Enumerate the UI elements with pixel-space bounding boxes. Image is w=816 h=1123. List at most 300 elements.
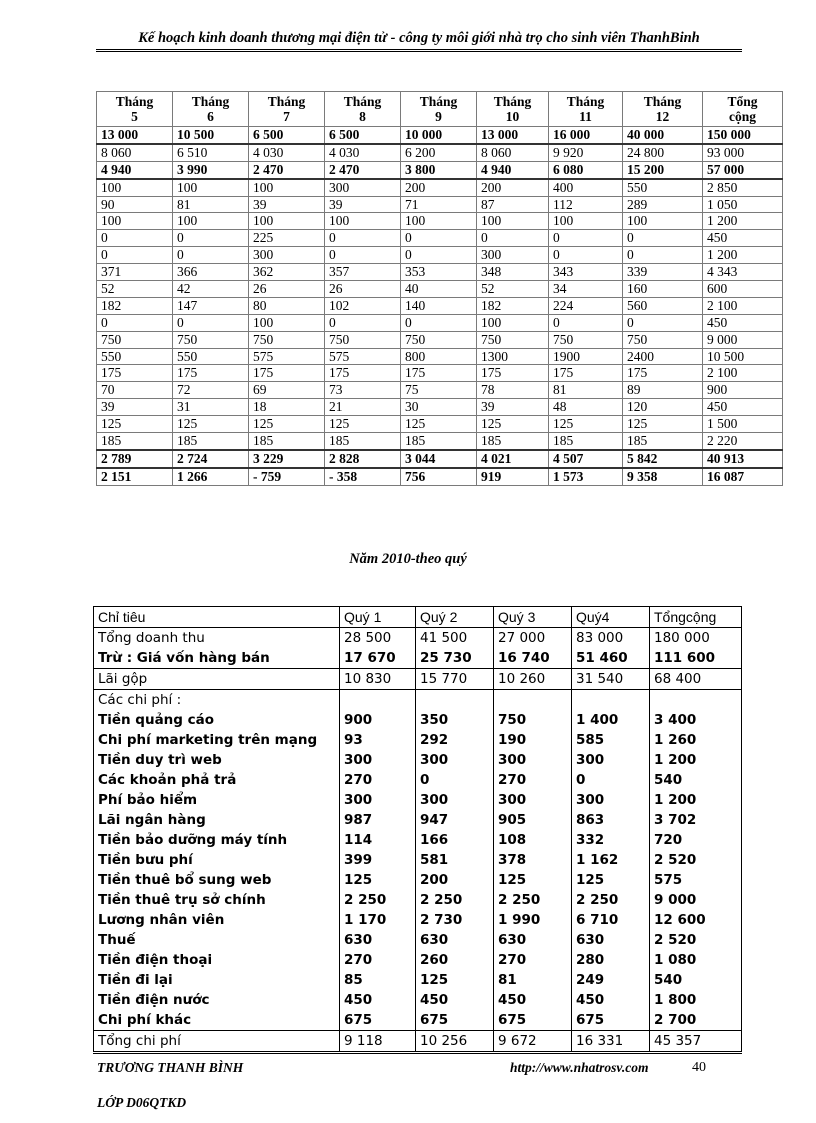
quarterly-row — [94, 950, 742, 970]
monthly-cell: 13 000 — [97, 127, 173, 144]
monthly-cell: 6 510 — [173, 144, 249, 161]
footer-url[interactable]: http://www.nhatrosv.com — [510, 1060, 649, 1075]
monthly-cell: 26 — [249, 281, 325, 298]
quarterly-row — [94, 648, 742, 669]
monthly-cell: 750 — [549, 331, 623, 348]
monthly-cell: 185 — [477, 433, 549, 450]
quarterly-value-cell: 1 200 — [650, 750, 742, 770]
monthly-cell: 125 — [325, 416, 401, 433]
monthly-cell: 140 — [401, 297, 477, 314]
monthly-header-cell — [97, 92, 173, 127]
monthly-cell: 182 — [97, 297, 173, 314]
footer-author: TRƯƠNG THANH BÌNH — [97, 1060, 244, 1075]
monthly-cell: 175 — [249, 365, 325, 382]
quarterly-value-cell: 1 162 — [572, 850, 650, 870]
monthly-header-line: 11 — [579, 109, 592, 124]
monthly-cell: 224 — [549, 297, 623, 314]
monthly-cell: 185 — [97, 433, 173, 450]
monthly-cell: 39 — [477, 399, 549, 416]
quarterly-label-cell: Phí bảo hiểm — [94, 790, 340, 810]
monthly-cell: 100 — [477, 314, 549, 331]
monthly-cell: 10 000 — [401, 127, 477, 144]
monthly-cell: 0 — [97, 314, 173, 331]
monthly-cell: 800 — [401, 348, 477, 365]
monthly-cell: 100 — [97, 213, 173, 230]
quarterly-value-cell: 1 260 — [650, 730, 742, 750]
quarterly-label-cell: Các khoản phả trả — [94, 770, 340, 790]
quarterly-value-cell: 987 — [340, 810, 416, 830]
monthly-cell: 150 000 — [703, 127, 783, 144]
quarterly-header-cell: Quý 1 — [340, 607, 416, 628]
quarterly-value-cell: 270 — [340, 770, 416, 790]
monthly-header-line: 7 — [283, 109, 290, 124]
monthly-cell: 4 507 — [549, 450, 623, 468]
monthly-cell: 750 — [477, 331, 549, 348]
monthly-cell: 4 030 — [249, 144, 325, 161]
monthly-row — [97, 297, 783, 314]
monthly-cell: 0 — [477, 230, 549, 247]
monthly-cell: 1 573 — [549, 468, 623, 485]
monthly-cell: 89 — [623, 382, 703, 399]
quarterly-value-cell: 125 — [494, 870, 572, 890]
monthly-cell: 300 — [249, 247, 325, 264]
quarterly-value-cell: 125 — [572, 870, 650, 890]
monthly-row — [97, 213, 783, 230]
monthly-row — [97, 161, 783, 178]
monthly-cell: 2 100 — [703, 365, 783, 382]
monthly-row — [97, 247, 783, 264]
monthly-row — [97, 281, 783, 298]
monthly-cell: 185 — [623, 433, 703, 450]
quarterly-value-cell: 378 — [494, 850, 572, 870]
monthly-cell: 2 789 — [97, 450, 173, 468]
monthly-row — [97, 348, 783, 365]
monthly-header-cell — [623, 92, 703, 127]
monthly-row — [97, 399, 783, 416]
monthly-header-cell — [703, 92, 783, 127]
quarterly-value-cell: 180 000 — [650, 628, 742, 649]
quarterly-label-cell: Lãi gộp — [94, 669, 340, 690]
quarterly-value-cell: 51 460 — [572, 648, 650, 669]
quarterly-value-cell: 0 — [572, 770, 650, 790]
monthly-cell: 0 — [401, 230, 477, 247]
monthly-cell: 13 000 — [477, 127, 549, 144]
monthly-cell: 575 — [325, 348, 401, 365]
monthly-cell: 34 — [549, 281, 623, 298]
quarterly-value-cell: 675 — [494, 1010, 572, 1031]
monthly-row — [97, 416, 783, 433]
monthly-row — [97, 179, 783, 196]
monthly-cell: 26 — [325, 281, 401, 298]
monthly-header-line: 9 — [435, 109, 442, 124]
monthly-cell: 450 — [703, 230, 783, 247]
quarterly-value-cell: 270 — [340, 950, 416, 970]
monthly-cell: 71 — [401, 196, 477, 213]
monthly-cell: 0 — [97, 230, 173, 247]
monthly-cell: 100 — [249, 179, 325, 196]
quarterly-value-cell: 6 710 — [572, 910, 650, 930]
monthly-cell: 400 — [549, 179, 623, 196]
monthly-cell: 0 — [325, 230, 401, 247]
quarterly-value-cell: 260 — [416, 950, 494, 970]
quarterly-value-cell — [572, 690, 650, 711]
quarterly-value-cell: 2 250 — [340, 890, 416, 910]
quarterly-row — [94, 890, 742, 910]
quarterly-value-cell: 2 700 — [650, 1010, 742, 1031]
quarterly-value-cell: 399 — [340, 850, 416, 870]
monthly-cell: 18 — [249, 399, 325, 416]
quarterly-label-cell: Tiền đi lại — [94, 970, 340, 990]
quarterly-value-cell: 1 200 — [650, 790, 742, 810]
quarterly-value-cell: 125 — [340, 870, 416, 890]
quarterly-value-cell: 450 — [416, 990, 494, 1010]
quarterly-value-cell: 300 — [572, 750, 650, 770]
quarterly-value-cell: 332 — [572, 830, 650, 850]
quarterly-value-cell: 300 — [494, 750, 572, 770]
quarterly-header-cell: Quý 2 — [416, 607, 494, 628]
monthly-cell: 2 828 — [325, 450, 401, 468]
monthly-cell: 125 — [477, 416, 549, 433]
quarterly-value-cell: 292 — [416, 730, 494, 750]
monthly-cell: 42 — [173, 281, 249, 298]
monthly-cell: 175 — [623, 365, 703, 382]
quarterly-value-cell: 83 000 — [572, 628, 650, 649]
monthly-cell: 9 358 — [623, 468, 703, 485]
quarterly-value-cell: 114 — [340, 830, 416, 850]
monthly-cell: 100 — [401, 213, 477, 230]
monthly-row — [97, 144, 783, 161]
quarterly-row — [94, 710, 742, 730]
monthly-cell: 6 080 — [549, 161, 623, 178]
quarterly-value-cell: 1 170 — [340, 910, 416, 930]
quarterly-value-cell: 10 830 — [340, 669, 416, 690]
monthly-cell: 300 — [325, 179, 401, 196]
quarterly-value-cell: 300 — [416, 750, 494, 770]
quarterly-value-cell: 28 500 — [340, 628, 416, 649]
monthly-cell: 450 — [703, 399, 783, 416]
monthly-header-line: 10 — [505, 109, 520, 124]
quarterly-value-cell: 675 — [572, 1010, 650, 1031]
quarterly-label-cell: Tổng doanh thu — [94, 628, 340, 649]
page-number: 40 — [692, 1060, 706, 1075]
monthly-cell: 52 — [97, 281, 173, 298]
quarterly-value-cell: 81 — [494, 970, 572, 990]
quarterly-value-cell: 45 357 — [650, 1031, 742, 1053]
quarterly-value-cell: 10 256 — [416, 1031, 494, 1053]
quarterly-row — [94, 990, 742, 1010]
quarterly-value-cell: 863 — [572, 810, 650, 830]
monthly-cell: 40 913 — [703, 450, 783, 468]
quarterly-value-cell: 2 250 — [494, 890, 572, 910]
monthly-header-line: Tháng — [643, 94, 682, 109]
monthly-cell: 560 — [623, 297, 703, 314]
quarterly-row — [94, 750, 742, 770]
quarterly-row — [94, 930, 742, 950]
quarterly-value-cell: 2 250 — [572, 890, 650, 910]
monthly-header-line: Tháng — [493, 94, 532, 109]
monthly-cell: 750 — [325, 331, 401, 348]
quarterly-row — [94, 1010, 742, 1031]
monthly-table — [96, 91, 783, 486]
quarterly-value-cell: 1 990 — [494, 910, 572, 930]
quarterly-value-cell: 9 118 — [340, 1031, 416, 1053]
quarterly-label-cell: Tiền thuê trụ sở chính — [94, 890, 340, 910]
monthly-header-cell — [249, 92, 325, 127]
quarterly-table — [93, 606, 742, 1054]
monthly-cell: 2 470 — [325, 161, 401, 178]
monthly-cell: 200 — [401, 179, 477, 196]
monthly-cell: 6 200 — [401, 144, 477, 161]
quarterly-value-cell: 585 — [572, 730, 650, 750]
monthly-cell: 2 100 — [703, 297, 783, 314]
quarterly-value-cell: 675 — [416, 1010, 494, 1031]
monthly-cell: 3 229 — [249, 450, 325, 468]
monthly-cell: 4 030 — [325, 144, 401, 161]
quarterly-value-cell — [416, 690, 494, 711]
monthly-cell: 750 — [97, 331, 173, 348]
quarterly-value-cell: 0 — [416, 770, 494, 790]
monthly-cell: 1900 — [549, 348, 623, 365]
monthly-header-line: Tháng — [343, 94, 382, 109]
monthly-cell: 102 — [325, 297, 401, 314]
monthly-cell: 362 — [249, 264, 325, 281]
quarterly-value-cell: 450 — [572, 990, 650, 1010]
monthly-cell: 57 000 — [703, 161, 783, 178]
monthly-cell: 0 — [623, 314, 703, 331]
monthly-cell: 550 — [623, 179, 703, 196]
monthly-cell: 75 — [401, 382, 477, 399]
monthly-cell: 0 — [549, 314, 623, 331]
quarterly-value-cell: 947 — [416, 810, 494, 830]
quarterly-row — [94, 628, 742, 649]
monthly-cell: 900 — [703, 382, 783, 399]
monthly-cell: 40 — [401, 281, 477, 298]
monthly-cell: 450 — [703, 314, 783, 331]
quarterly-value-cell: 125 — [416, 970, 494, 990]
quarterly-value-cell: 540 — [650, 970, 742, 990]
monthly-cell: 182 — [477, 297, 549, 314]
monthly-cell: 0 — [97, 247, 173, 264]
monthly-cell: 575 — [249, 348, 325, 365]
monthly-cell: 343 — [549, 264, 623, 281]
monthly-cell: 9 920 — [549, 144, 623, 161]
quarterly-row — [94, 669, 742, 690]
monthly-cell: 366 — [173, 264, 249, 281]
monthly-header-line: 12 — [655, 109, 670, 124]
monthly-cell: 70 — [97, 382, 173, 399]
monthly-cell: 175 — [325, 365, 401, 382]
monthly-cell: 125 — [97, 416, 173, 433]
monthly-cell: 1 200 — [703, 247, 783, 264]
quarterly-label-cell: Tiền thuê bổ sung web — [94, 870, 340, 890]
monthly-cell: 339 — [623, 264, 703, 281]
quarterly-label-cell: Tiền điện nước — [94, 990, 340, 1010]
quarterly-value-cell: 270 — [494, 950, 572, 970]
monthly-cell: 1 200 — [703, 213, 783, 230]
quarterly-row — [94, 830, 742, 850]
quarterly-row — [94, 870, 742, 890]
monthly-cell: 8 060 — [97, 144, 173, 161]
monthly-cell: 125 — [549, 416, 623, 433]
quarterly-value-cell: 2 730 — [416, 910, 494, 930]
quarterly-label-cell: Chi phí marketing trên mạng — [94, 730, 340, 750]
monthly-cell: 4 940 — [97, 161, 173, 178]
quarterly-value-cell: 108 — [494, 830, 572, 850]
monthly-cell: 0 — [401, 247, 477, 264]
quarterly-value-cell: 450 — [494, 990, 572, 1010]
monthly-cell: 87 — [477, 196, 549, 213]
quarterly-value-cell: 630 — [416, 930, 494, 950]
quarterly-value-cell: 300 — [340, 750, 416, 770]
monthly-header-line: 8 — [359, 109, 366, 124]
quarterly-value-cell: 85 — [340, 970, 416, 990]
monthly-cell: 185 — [325, 433, 401, 450]
section-title: Năm 2010-theo quý — [349, 551, 467, 567]
monthly-cell: 39 — [249, 196, 325, 213]
monthly-cell: 200 — [477, 179, 549, 196]
quarterly-header-cell: Chỉ tiêu — [94, 607, 340, 628]
monthly-cell: 16 087 — [703, 468, 783, 485]
monthly-cell: 371 — [97, 264, 173, 281]
quarterly-header-cell: Quý4 — [572, 607, 650, 628]
monthly-cell: 0 — [401, 314, 477, 331]
quarterly-row — [94, 790, 742, 810]
quarterly-value-cell: 111 600 — [650, 648, 742, 669]
monthly-header-line: cộng — [729, 109, 756, 124]
monthly-cell: 185 — [249, 433, 325, 450]
monthly-cell: 3 044 — [401, 450, 477, 468]
monthly-cell: 125 — [623, 416, 703, 433]
monthly-cell: 185 — [549, 433, 623, 450]
quarterly-value-cell: 249 — [572, 970, 650, 990]
quarterly-value-cell — [650, 690, 742, 711]
monthly-cell: 72 — [173, 382, 249, 399]
quarterly-value-cell: 41 500 — [416, 628, 494, 649]
monthly-cell: 2 151 — [97, 468, 173, 485]
monthly-header-row — [97, 92, 783, 127]
monthly-cell: 348 — [477, 264, 549, 281]
quarterly-value-cell: 280 — [572, 950, 650, 970]
quarterly-label-cell: Lãi ngân hàng — [94, 810, 340, 830]
monthly-cell: 750 — [249, 331, 325, 348]
monthly-cell: 6 500 — [249, 127, 325, 144]
monthly-cell: 100 — [249, 314, 325, 331]
quarterly-row — [94, 850, 742, 870]
quarterly-label-cell: Tiền bảo dưỡng máy tính — [94, 830, 340, 850]
monthly-cell: 8 060 — [477, 144, 549, 161]
monthly-header-cell — [401, 92, 477, 127]
monthly-cell: 2 850 — [703, 179, 783, 196]
monthly-cell: 550 — [173, 348, 249, 365]
monthly-cell: 0 — [623, 247, 703, 264]
quarterly-value-cell: 300 — [494, 790, 572, 810]
quarterly-value-cell: 300 — [416, 790, 494, 810]
monthly-cell: 24 800 — [623, 144, 703, 161]
monthly-cell: 2400 — [623, 348, 703, 365]
monthly-row — [97, 230, 783, 247]
monthly-cell: 125 — [401, 416, 477, 433]
quarterly-value-cell: 27 000 — [494, 628, 572, 649]
monthly-row — [97, 127, 783, 144]
monthly-cell: 69 — [249, 382, 325, 399]
monthly-cell: 6 500 — [325, 127, 401, 144]
quarterly-value-cell: 630 — [494, 930, 572, 950]
quarterly-value-cell: 350 — [416, 710, 494, 730]
quarterly-label-cell: Tổng chi phí — [94, 1031, 340, 1053]
quarterly-label-cell: Trừ : Giá vốn hàng bán — [94, 648, 340, 669]
quarterly-value-cell: 630 — [340, 930, 416, 950]
quarterly-label-cell: Tiền điện thoại — [94, 950, 340, 970]
monthly-cell: 160 — [623, 281, 703, 298]
monthly-cell: 750 — [401, 331, 477, 348]
quarterly-value-cell: 1 400 — [572, 710, 650, 730]
quarterly-label-cell: Tiền quảng cáo — [94, 710, 340, 730]
monthly-cell: 100 — [173, 213, 249, 230]
quarterly-value-cell: 720 — [650, 830, 742, 850]
monthly-header-line: Tháng — [267, 94, 306, 109]
monthly-header-cell — [173, 92, 249, 127]
monthly-cell: 756 — [401, 468, 477, 485]
monthly-row — [97, 468, 783, 485]
monthly-row — [97, 365, 783, 382]
monthly-cell: 81 — [549, 382, 623, 399]
monthly-cell: 225 — [249, 230, 325, 247]
monthly-cell: 100 — [249, 213, 325, 230]
quarterly-value-cell: 270 — [494, 770, 572, 790]
quarterly-row — [94, 1031, 742, 1053]
monthly-cell: 1 266 — [173, 468, 249, 485]
monthly-cell: 2 724 — [173, 450, 249, 468]
monthly-cell: 4 343 — [703, 264, 783, 281]
monthly-cell: 185 — [173, 433, 249, 450]
quarterly-value-cell: 68 400 — [650, 669, 742, 690]
monthly-header-line: Tháng — [566, 94, 605, 109]
monthly-cell: 48 — [549, 399, 623, 416]
monthly-cell: 0 — [173, 230, 249, 247]
quarterly-value-cell: 3 702 — [650, 810, 742, 830]
monthly-header-line: Tháng — [115, 94, 154, 109]
monthly-cell: 1 050 — [703, 196, 783, 213]
monthly-cell: 5 842 — [623, 450, 703, 468]
quarterly-label-cell: Tiền bưu phí — [94, 850, 340, 870]
quarterly-value-cell: 16 331 — [572, 1031, 650, 1053]
quarterly-value-cell: 16 740 — [494, 648, 572, 669]
quarterly-value-cell: 93 — [340, 730, 416, 750]
monthly-cell: 31 — [173, 399, 249, 416]
monthly-row — [97, 450, 783, 468]
quarterly-row — [94, 910, 742, 930]
quarterly-value-cell: 2 520 — [650, 850, 742, 870]
monthly-header-line: 5 — [131, 109, 138, 124]
monthly-row — [97, 433, 783, 450]
monthly-cell: 80 — [249, 297, 325, 314]
quarterly-header-cell: Tổngcộng — [650, 607, 742, 628]
quarterly-value-cell: 200 — [416, 870, 494, 890]
monthly-row — [97, 196, 783, 213]
monthly-cell: 10 500 — [173, 127, 249, 144]
monthly-cell: 750 — [623, 331, 703, 348]
quarterly-label-cell: Chi phí khác — [94, 1010, 340, 1031]
monthly-header-cell — [477, 92, 549, 127]
monthly-cell: 919 — [477, 468, 549, 485]
monthly-cell: 147 — [173, 297, 249, 314]
quarterly-value-cell: 2 520 — [650, 930, 742, 950]
monthly-header-line: 6 — [207, 109, 214, 124]
monthly-header-line: Tổng — [727, 94, 758, 109]
monthly-cell: 4 940 — [477, 161, 549, 178]
monthly-cell: 112 — [549, 196, 623, 213]
monthly-cell: - 358 — [325, 468, 401, 485]
